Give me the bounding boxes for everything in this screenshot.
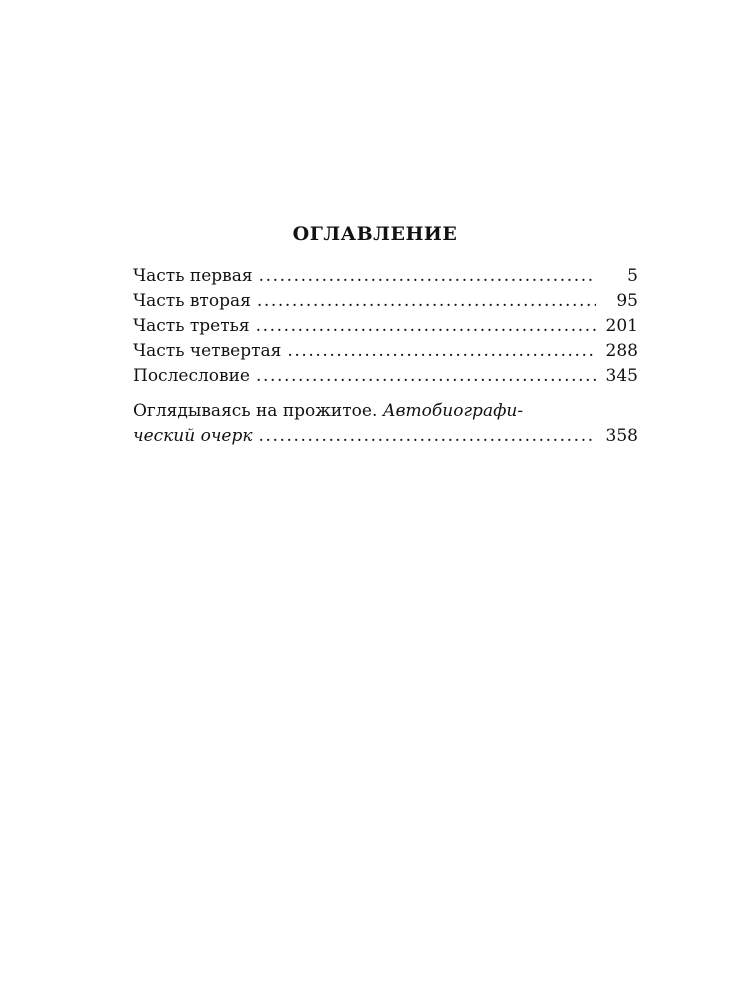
toc-entry-part-4[interactable] xyxy=(133,339,638,364)
toc-entry-part-3[interactable] xyxy=(133,314,638,339)
dot-leader xyxy=(259,424,596,449)
toc-title: ОГЛАВЛЕНИЕ xyxy=(292,223,458,245)
toc-entry-page: 345 xyxy=(605,366,638,386)
table-of-contents xyxy=(133,264,638,449)
toc-entry-afterword[interactable] xyxy=(133,364,638,389)
toc-entry-part-1[interactable] xyxy=(133,264,638,289)
toc-entry-page: 5 xyxy=(627,266,638,286)
toc-entry-part-2[interactable] xyxy=(133,289,638,314)
dot-leader xyxy=(257,289,596,314)
dot-leader xyxy=(259,264,596,289)
dot-leader xyxy=(256,364,596,389)
toc-entry-line-2 xyxy=(133,424,638,449)
toc-entry-label: Часть первая xyxy=(133,266,253,286)
dot-leader xyxy=(287,339,596,364)
toc-entry-label: Часть вторая xyxy=(133,291,251,311)
toc-entry-label-italic: Автобиографи- xyxy=(382,401,524,421)
toc-entry-label: Послесловие xyxy=(133,366,250,386)
toc-entry-label: Часть четвертая xyxy=(133,341,282,361)
dot-leader xyxy=(256,314,596,339)
toc-entry-label: Часть третья xyxy=(133,316,250,336)
toc-entry-page: 358 xyxy=(605,426,638,446)
toc-entry-page: 95 xyxy=(616,291,638,311)
toc-entry-page: 201 xyxy=(605,316,638,336)
toc-entry-label-regular: Оглядываясь на прожитое. xyxy=(133,401,378,421)
toc-entry-page: 288 xyxy=(605,341,638,361)
toc-entry-label-italic-continued: ческий очерк xyxy=(133,426,253,446)
toc-entry-line-1 xyxy=(133,399,638,424)
toc-entry-autobiography[interactable] xyxy=(133,399,638,449)
toc-spacer xyxy=(133,389,638,399)
